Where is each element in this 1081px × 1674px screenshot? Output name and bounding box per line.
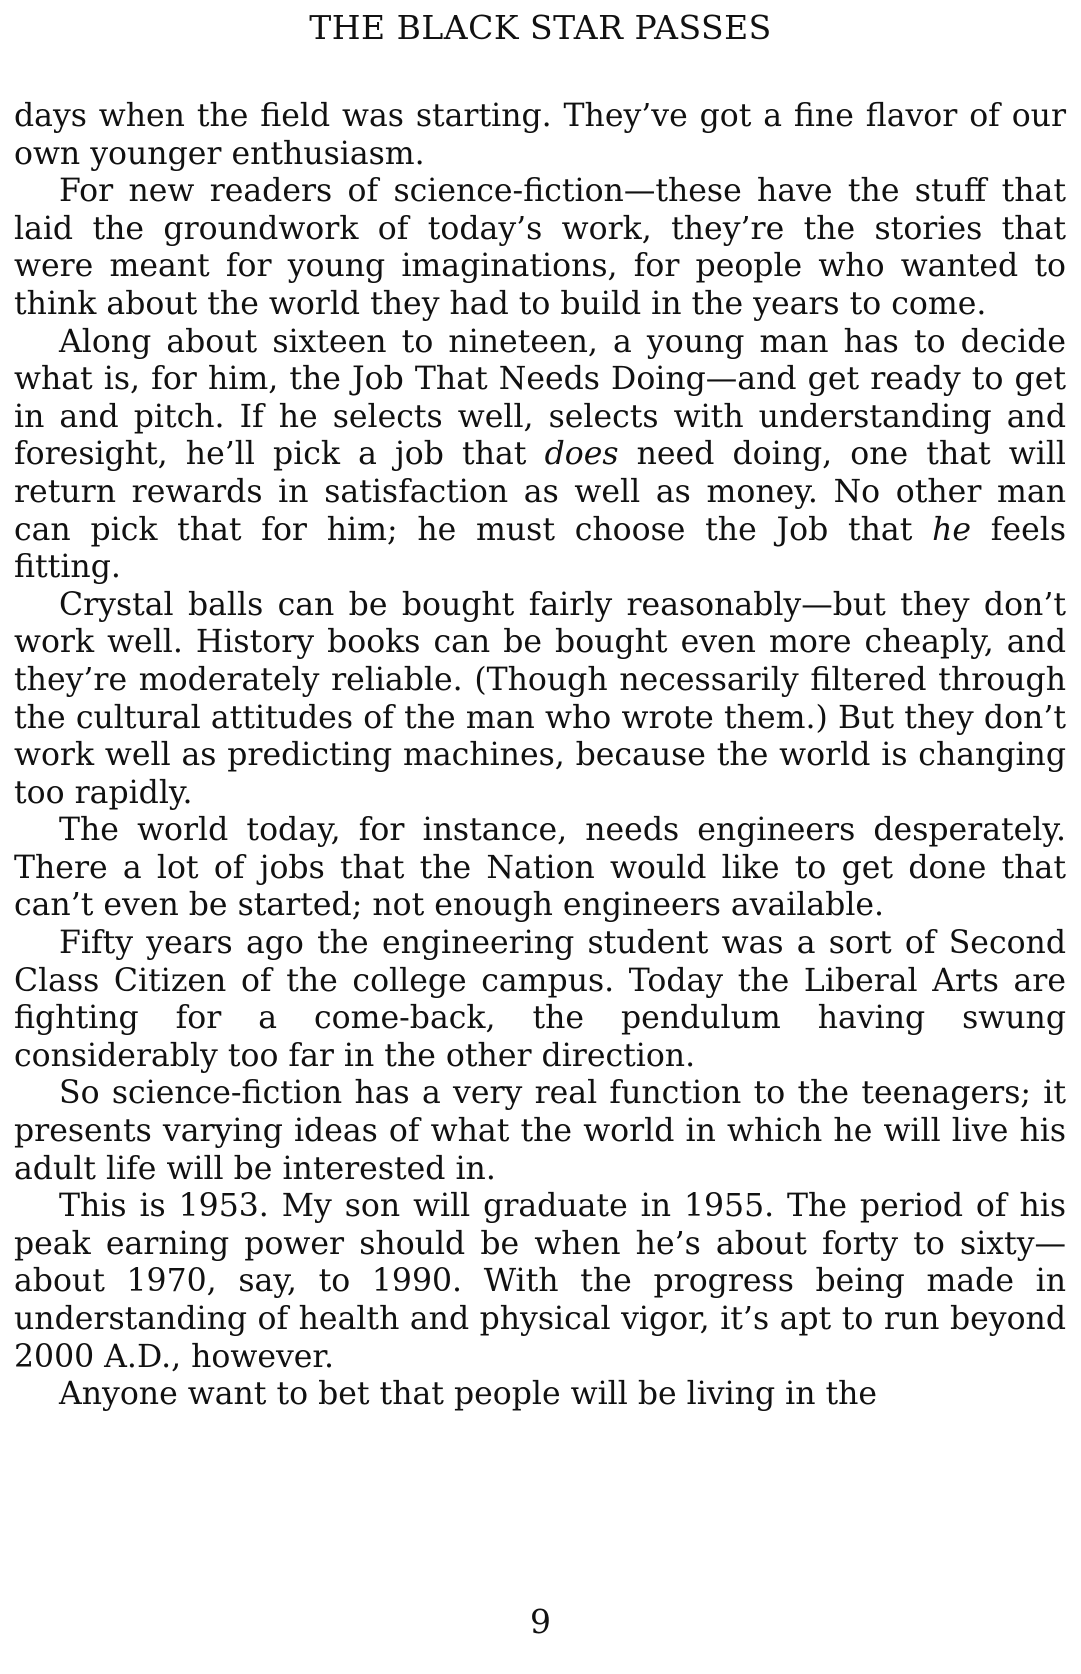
paragraph-this-is-1953: This is 1953. My son will graduate in 1955. The period of his peak earning power should be when he’s about forty to sixty—about 1970, say, to 1990. With the progress being made in understanding of health and physical vigor, it’s apt to run beyond 2000 A.D., however. [14, 1188, 1066, 1375]
paragraph-text: need doing, one that will return rewards in satisfaction as well as money. No other man can pick that for him; he must choose the Job that [14, 436, 1066, 548]
emphasis-does: does [544, 436, 619, 473]
paragraph-text: feels fitting. [14, 511, 1066, 586]
paragraph-new-readers: For new readers of science-fiction—these have the stuff that laid the groundwork of today’s work, they’re the stories that were meant for young imaginations, for people who wanted to think about the world they had to build in the years to come. [14, 173, 1066, 322]
paragraph-fifty-years-ago: Fifty years ago the engineering student was a sort of Second Class Citizen of the college campus. Today the Liberal Arts are fighting for a come-back, the pendulum having swung considerably too far in the other direction. [14, 925, 1066, 1074]
paragraph-crystal-balls: Crystal balls can be bought fairly reasonably—but they don’t work well. History books can be bought even more cheaply, and they’re moderately reliable. (Though necessarily filtered through the cultural attitudes of the man who wrote them.) But they don’t work well as predicting machines, because the world is changing too rapidly. [14, 586, 1066, 811]
emphasis-he: he [932, 511, 972, 548]
paragraph-job-that-needs-doing [14, 324, 1066, 587]
page-number: 9 [530, 1602, 551, 1641]
body-text [14, 98, 1066, 1414]
paragraph-engineers: The world today, for instance, needs engineers desperately. There a lot of jobs that the Nation would like to get done that can’t even be started; not enough engineers available. [14, 812, 1066, 924]
paragraph-science-fiction-function: So science-fiction has a very real function to the teenagers; it presents varying ideas of what the world in which he will live his adult life will be interested in. [14, 1075, 1066, 1187]
paragraph-continued: days when the field was starting. They’ve got a fine flavor of our own younger enthusiasm. [14, 98, 1066, 172]
paragraph-text: Along about sixteen to nineteen, a young man has to decide what is, for him, the Job That Needs Doing—and get ready to get in and pitch. If he selects well, selects with understanding and foresight, he’ll pick a job that [14, 323, 1066, 473]
running-head: THE BLACK STAR PASSES [309, 8, 772, 47]
paragraph-anyone-want-to-bet: Anyone want to bet that people will be living in the [59, 1376, 878, 1413]
